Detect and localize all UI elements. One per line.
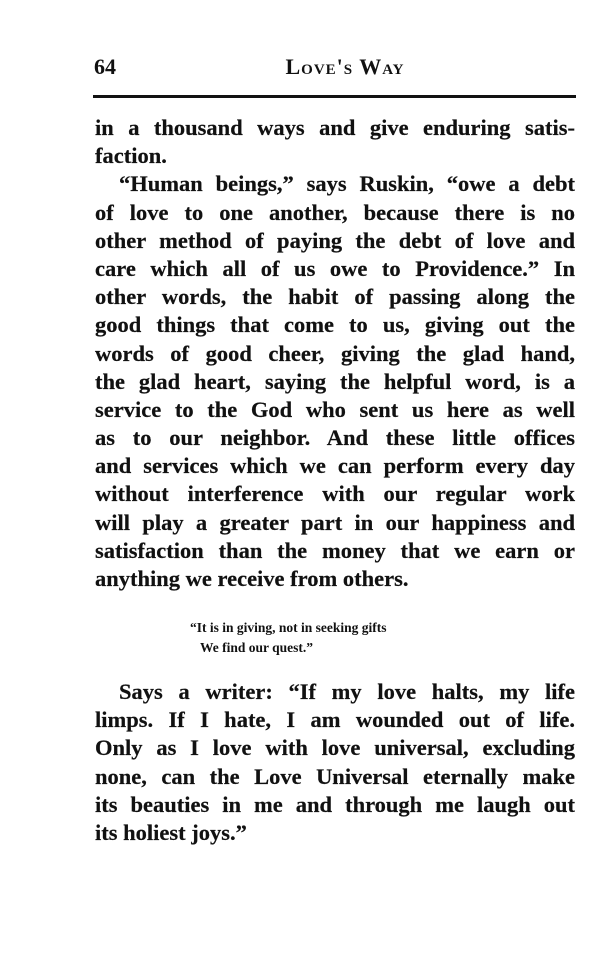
text-line: without interference with our regular work [95,481,575,507]
verse-quote [190,618,387,658]
text-line: service to the God who sent us here as well [95,396,575,422]
text-line: Says a writer: “If my love halts, my life [119,679,575,704]
text-line: as to our neighbor. And these little offices [95,425,575,451]
page-number: 64 [94,54,116,79]
text-line: good things that come to us, giving out the [95,312,575,338]
quote-line: “It is in giving, not in seeking gifts [190,620,387,635]
text-line: of love to one another, because there is no [95,199,575,225]
quote-line: We find our quest.” [200,640,314,655]
text-line: the glad heart, saying the helpful word, is a [95,368,575,394]
paragraph-2 [95,678,575,847]
text-line: its beauties in me and through me laugh out [95,791,575,817]
running-header [94,54,576,84]
text-line: none, can the Love Universal eternally make [95,763,575,789]
text-line: other words, the habit of passing along the [95,284,575,310]
text-line: satisfaction than the money that we earn or [95,537,575,563]
text-line: care which all of us owe to Providence.” In [95,255,575,281]
running-title: Love's Way [285,54,405,79]
text-line: other method of paying the debt of love and [95,227,575,253]
text-line: and services which we can perform every day [95,453,575,479]
text-line: Only as I love with love universal, excluding [95,735,575,761]
paragraph-1 [95,114,575,593]
text-line: its holiest joys.” [95,819,247,845]
header-rule [93,95,576,98]
text-line: faction. [95,143,167,169]
text-line: “Human beings,” says Ruskin, “owe a debt [119,171,575,197]
text-line: words of good cheer, giving the glad hand, [95,340,575,366]
text-line: limps. If I hate, I am wounded out of life. [95,707,575,733]
text-line: will play a greater part in our happiness and [95,509,575,535]
text-line: in a thousand ways and give enduring satis- [95,115,575,140]
text-line: anything we receive from others. [95,566,409,591]
